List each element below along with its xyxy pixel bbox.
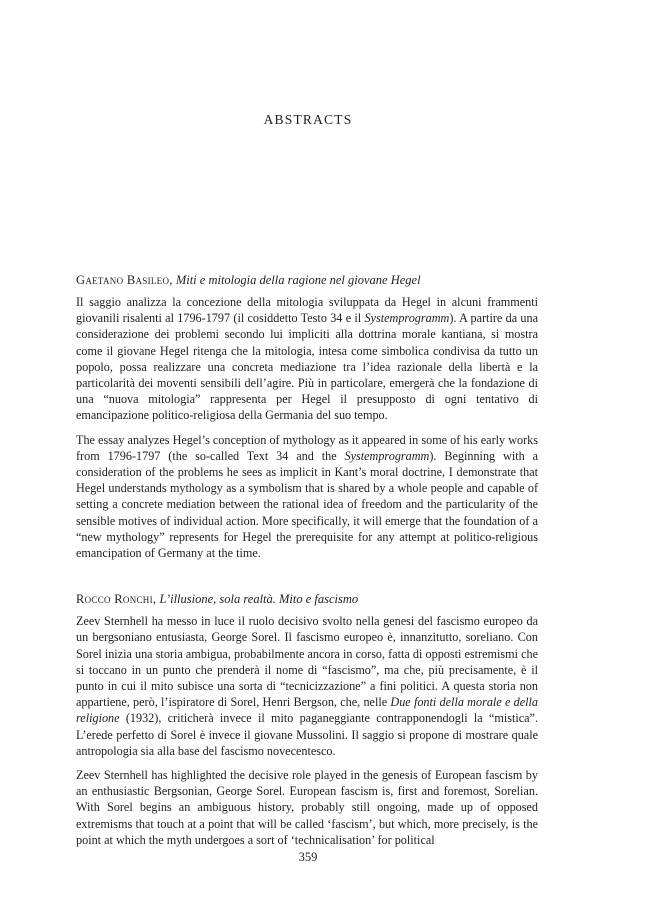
entry-heading xyxy=(76,591,538,607)
abstract-italian xyxy=(76,294,538,424)
text-run: Zeev Sternhell has highlighted the decisive role played in the genesis of European fascism by an enthusiastic Bergsonian, George Sorel. European fascism is, first and foremost, Sorelian. With Sorel begins an ambiguous history, probably still ongoing, made up of opposed extremisms that touch at a point that will be called ‘fascism’, but which, more precisely, is the point at which the myth undergoes a sort of ‘technicalisation’ for political xyxy=(76,768,538,847)
abstract-italian xyxy=(76,613,538,759)
text-run: ). A partire da una considerazione dei problemi secondo lui impliciti alla dottrina morale kantiana, si mostra come il giovane Hegel ritenga che la mitologia, intesa come simbolica condivisa da tutto un popolo, possa realizzare una concreta mediazione tra l’idea razionale della libertà e la particolarità dei moventi sensibili dell’agire. Più in particolare, emergerà che la fondazione di una “nuova mitologia” rappresenta per Hegel il presupposto di ogni tentativo di emancipazione politico-religiosa della Germania del suo tempo. xyxy=(76,311,538,423)
entry-title: L’illusione, sola realtà. Mito e fascismo xyxy=(159,592,359,607)
abstract-entry xyxy=(76,591,538,848)
abstracts-content xyxy=(76,272,538,856)
italic-run: Due fonti della morale e della religione xyxy=(76,695,539,726)
entry-author: Rocco Ronchi, xyxy=(76,592,157,607)
text-run: Zeev Sternhell ha messo in luce il ruolo decisivo svolto nella genesi del fascismo europeo da un bergsoniano entusiasta, George Sorel. Il fascismo europeo è, innanzitutto, soreliano. Con Sorel inizia una storia ambigua, probabilmente ancora in corso, fatta di opposti estremismi che si toccano in un punto che prenderà il nome di “fascismo”, ma che, più precisamente, è il punto in cui il mito subisce una sorta di “tecnicizzazione” a fini politici. A questa storia non appartiene, però, l’ispiratore di Sorel, Henri Bergson, che, nelle xyxy=(76,614,538,710)
italic-run: Systemprogramm xyxy=(344,448,430,463)
text-run: (1932), criticherà invece il mito paganeggiante contrapponendogli la “mistica”. L’erede perfetto di Sorel è invece il giovane Mussolini. Il saggio si propone di mostrare quale antropologia sia alla base del fascismo novecentesco. xyxy=(76,711,538,758)
italic-run: Systemprogramm xyxy=(364,311,450,326)
text-run: The essay analyzes Hegel’s conception of mythology as it appeared in some of his early works from 1796-1797 (the so-called Text 34 and the xyxy=(76,432,538,463)
abstract-entry xyxy=(76,272,538,561)
text-run: ). Beginning with a consideration of the problems he sees as implicit in Kant’s moral doctrine, I demonstrate that Hegel understands mythology as a symbolism that is shared by a whole people and capable of setting a concrete mediation between the rational idea of freedom and the particularity of the sensible motives of individual action. More specifically, it will emerge that the foundation of a “new mythology” represents for Hegel the prerequisite for any attempt at politico-religious emancipation of Germany at the time. xyxy=(76,448,538,561)
abstract-english xyxy=(76,767,538,848)
page-title: ABSTRACTS xyxy=(263,112,353,127)
abstract-english xyxy=(76,432,538,562)
entry-spacer xyxy=(76,569,538,591)
page-number: 359 xyxy=(298,850,318,864)
entry-author: Gaetano Basileo, xyxy=(76,273,173,287)
text-run: Il saggio analizza la concezione della mitologia sviluppata da Hegel in alcuni frammenti giovanili risalenti al 1796-1797 (il cosiddetto Testo 34 e il xyxy=(76,295,538,326)
entry-title: Miti e mitologia della ragione nel giovane Hegel xyxy=(175,273,421,287)
entry-heading xyxy=(76,272,538,288)
